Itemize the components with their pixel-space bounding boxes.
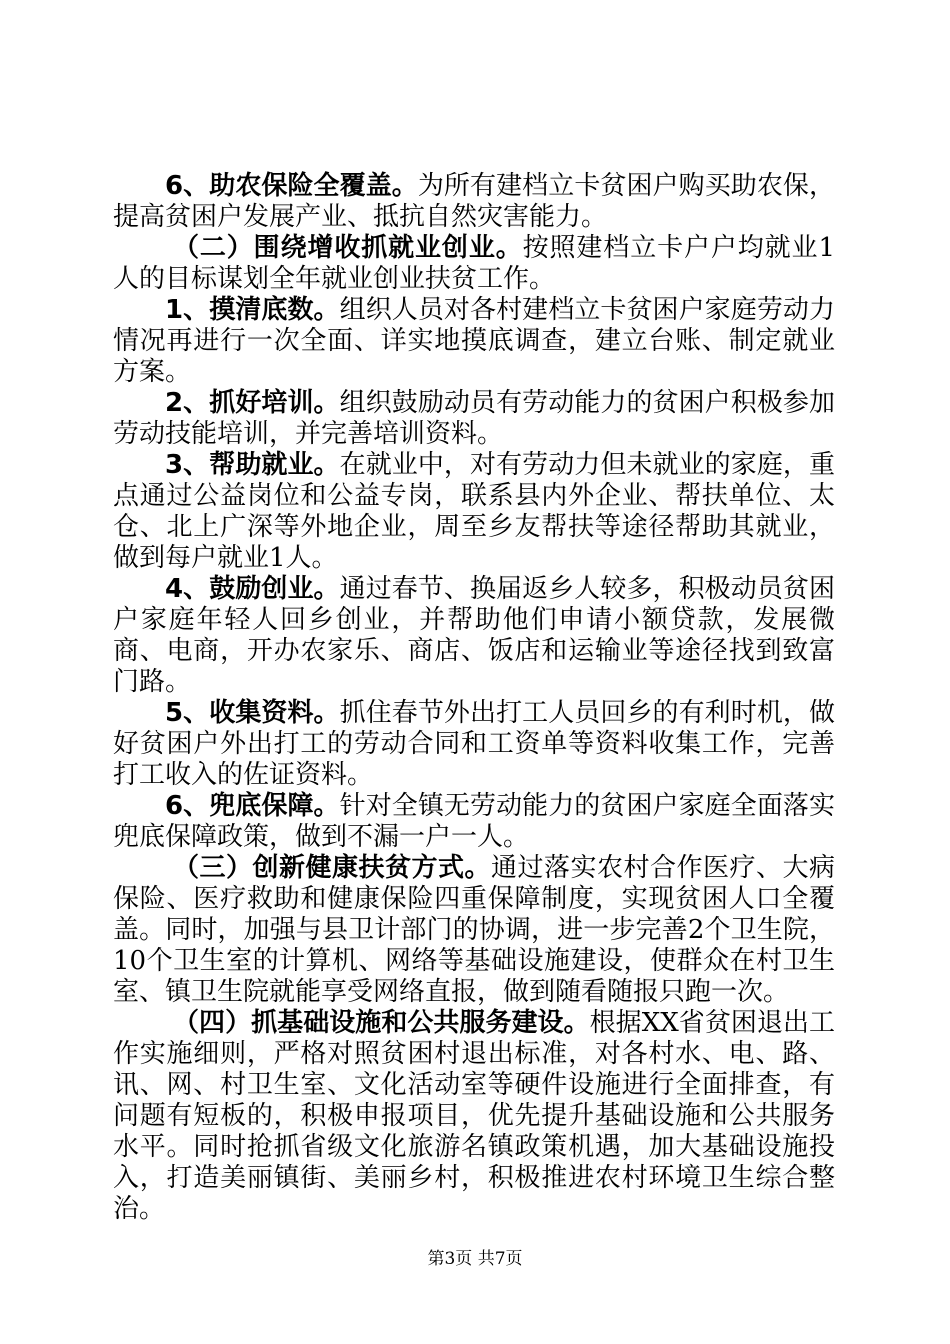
section-heading: （四）抓基础设施和公共服务建设。: [173, 1008, 590, 1038]
paragraph-text: 组织鼓励动员有劳动能力的贫困户积极参加劳动技能培训，并完善培训资料。: [113, 388, 835, 449]
paragraph-text: 组织人员对各村建档立卡贫困户家庭劳动力情况再进行一次全面、详实地摸底调查，建立台账、制定就业方案。: [113, 295, 835, 387]
paragraph-safety-net: [113, 791, 835, 853]
paragraph-heading: 6、助农保险全覆盖。: [165, 171, 418, 201]
section-2-employment: [113, 233, 835, 295]
paragraph-collect-docs: [113, 698, 835, 791]
paragraph-insurance: [113, 171, 835, 233]
paragraph-text: 在就业中，对有劳动力但未就业的家庭，重点通过公益岗位和公益专岗，联系县内外企业、帮扶单位、太仓、北上广深等外地企业，周至乡友帮扶等途径帮助其就业，做到每户就业1人。: [113, 450, 835, 573]
paragraph-text: 通过春节、换届返乡人较多，积极动员贫困户家庭年轻人回乡创业，并帮助他们申请小额贷款，发展微商、电商，开办农家乐、商店、饭店和运输业等途径找到致富门路。: [113, 574, 835, 697]
section-text: 按照建档立卡户户均就业1人的目标谋划全年就业创业扶贫工作。: [113, 233, 835, 294]
paragraph-entrepreneurship: [113, 574, 835, 698]
section-heading: （二）围绕增收抓就业创业。: [173, 233, 523, 263]
paragraph-heading: 6、兜底保障。: [165, 791, 340, 821]
paragraph-training: [113, 388, 835, 450]
paragraph-heading: 1、摸清底数。: [165, 295, 340, 325]
section-text: 通过落实农村合作医疗、大病保险、医疗救助和健康保险四重保障制度，实现贫困人口全覆盖。同时，加强与县卫计部门的协调，进一步完善2个卫生院，10个卫生室的计算机、网络等基础设施建设，使群众在村卫生室、镇卫生院就能享受网络直报，做到随看随报只跑一次。: [113, 853, 835, 1007]
paragraph-survey: [113, 295, 835, 388]
section-3-health: [113, 853, 835, 1008]
document-body: [113, 171, 835, 1225]
paragraph-heading: 5、收集资料。: [165, 698, 340, 728]
section-text: 根据XX省贫困退出工作实施细则，严格对照贫困村退出标准，对各村水、电、路、讯、网、村卫生室、文化活动室等硬件设施进行全面排查，有问题有短板的，积极申报项目，优先提升基础设施和公共服务水平。同时抢抓省级文化旅游名镇政策机遇，加大基础设施投入，打造美丽镇街、美丽乡村，积极推进农村环境卫生综合整治。: [113, 1008, 835, 1224]
paragraph-text: 抓住春节外出打工人员回乡的有利时机，做好贫困户外出打工的劳动合同和工资单等资料收集工作，完善打工收入的佐证资料。: [113, 698, 835, 790]
paragraph-heading: 4、鼓励创业。: [165, 574, 340, 604]
paragraph-job-help: [113, 450, 835, 574]
paragraph-heading: 2、抓好培训。: [165, 388, 340, 418]
paragraph-text: 为所有建档立卡贫困户购买助农保，提高贫困户发展产业、抵抗自然灾害能力。: [113, 171, 835, 232]
paragraph-text: 针对全镇无劳动能力的贫困户家庭全面落实兜底保障政策，做到不漏一户一人。: [113, 791, 835, 852]
section-4-infrastructure: [113, 1008, 835, 1225]
section-heading: （三）创新健康扶贫方式。: [173, 853, 491, 883]
paragraph-heading: 3、帮助就业。: [165, 450, 340, 480]
page-number-footer: 第3页 共7页: [427, 1249, 523, 1269]
